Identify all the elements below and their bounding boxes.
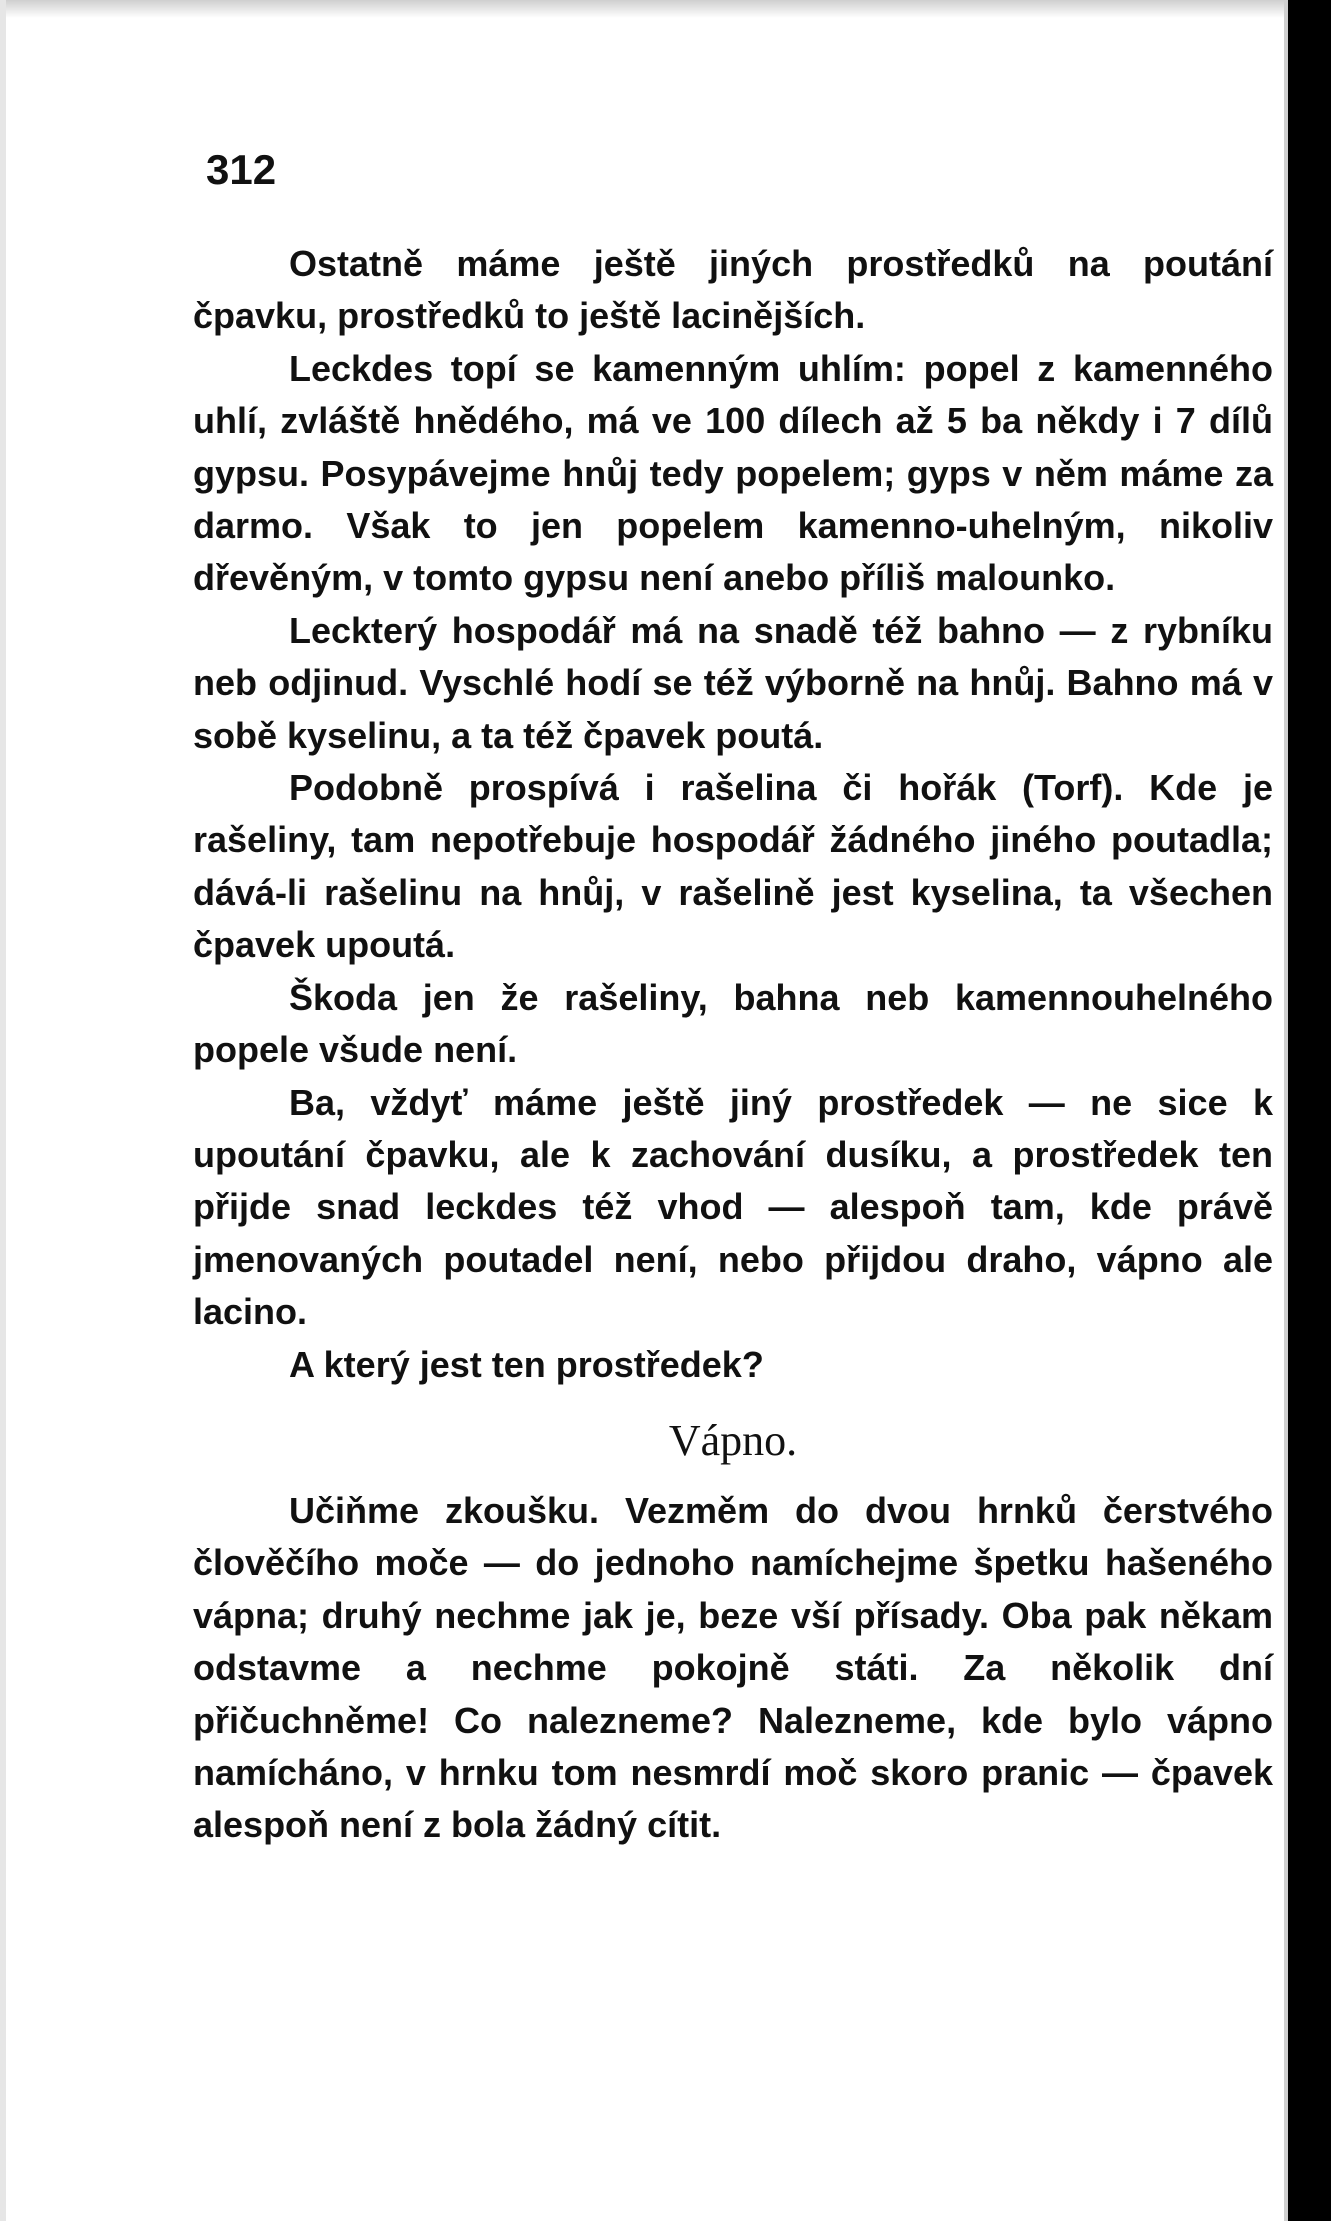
section-heading: Vápno. bbox=[668, 1415, 798, 1465]
page-right-edge bbox=[1284, 0, 1288, 2221]
paragraph-2: Leckdes topí se kamenným uhlím: popel z kamenného uhlí, zvláště hnědého, má ve 100 dílech až 5 ba někdy i 7 dílů gypsu. Posypávejme hnůj tedy popelem; gyps v něm máme za darmo. Však to jen popelem kamenno-uhelným, nikoliv dřevěným, v tomto gypsu není anebo příliš malounko. bbox=[193, 347, 1273, 599]
paragraph-3: Leckterý hospodář má na snadě též bahno — z rybníku neb odjinud. Vyschlé hodí se též výborně na hnůj. Bahno má v sobě kyselinu, a ta též čpavek poutá. bbox=[193, 609, 1273, 756]
paragraph-7: A který jest ten prostředek? bbox=[289, 1343, 764, 1385]
page-top-edge bbox=[0, 0, 1288, 18]
paragraph-4: Podobně prospívá i rašelina či hořák (Torf). Kde je rašeliny, tam nepotřebuje hospodář žádného jiného poutadla; dává-li rašelinu na hnůj, v rašelině jest kyselina, ta všechen čpavek upoutá. bbox=[193, 767, 1273, 966]
paragraph-6: Ba, vždyť máme ještě jiný prostředek — ne sice k upoutání čpavku, ale k zachování dusíku, a prostředek ten přijde snad leckdes též vhod — alespoň tam, kde právě jmenovaných poutadel není, nebo přijdou draho, vápno ale lacino. bbox=[193, 1081, 1273, 1333]
page-left-edge bbox=[0, 0, 6, 2221]
paragraph-8: Učiňme zkoušku. Vezměm do dvou hrnků čerstvého člověčího moče — do jednoho namíchejme špetku hašeného vápna; druhý nechme jak je, beze vší přísady. Oba pak někam odstavme a nechme pokojně státi. Za několik dní přičuchněme! Co nalezneme? Nalezneme, kde bylo vápno namícháno, v hrnku tom nesmrdí moč skoro pranic — čpavek alespoň není z bola žádný cítit. bbox=[193, 1489, 1273, 1846]
paragraph-5: Škoda jen že rašeliny, bahna neb kamennouhelného popele všude není. bbox=[193, 976, 1273, 1071]
paragraph-1: Ostatně máme ještě jiných prostředků na poutání čpavku, prostředků to ještě lacinějších. bbox=[193, 243, 1273, 337]
page-number: 312 bbox=[206, 146, 277, 193]
body-text bbox=[193, 238, 1273, 1852]
